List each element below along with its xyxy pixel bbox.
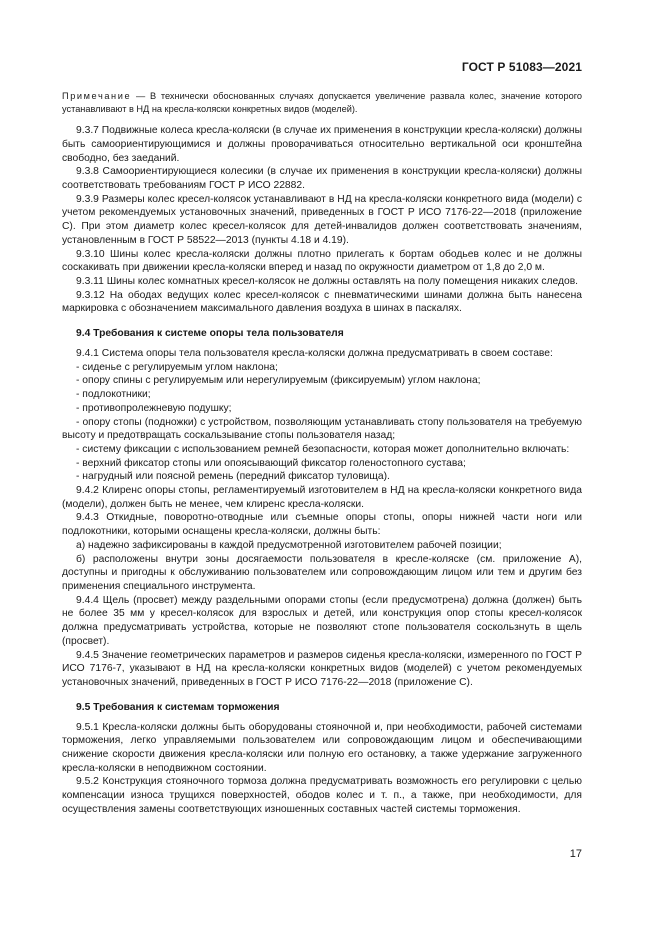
- paragraph-9-3-8: 9.3.8 Самоориентирующиеся колесики (в случае их применения в конструкции кресла-коляски) должны соответствовать требованиям ГОСТ Р ИСО 22882.: [62, 166, 582, 191]
- paragraph-9-4-2: 9.4.2 Клиренс опоры стопы, регламентируемый изготовителем в НД на кресла-коляски конкретного вида (модели), должен быть не менее, чем клиренс кресла-коляски.: [62, 485, 582, 510]
- paragraph-9-3-12: 9.3.12 На ободах ведущих колес кресел-колясок с пневматическими шинами должна быть нанесена маркировка с обозначением максимального давления воздуха в шинах в паскалях.: [62, 289, 582, 315]
- paragraph-9-4-3-b: б) расположены внутри зоны досягаемости пользователя в кресле-коляске (см. приложение А), доступны и пригодны к обслуживанию пользователем или сопровождающим лицом или тем и другим без применения специального инструмента.: [62, 553, 582, 592]
- note-label: Примечание: [62, 91, 132, 101]
- list-item: - опору стопы (подножки) с устройством, позволяющим устанавливать стопу пользователя на требуемую высоту и предотвращать соскальзывание стопы пользователя назад;: [62, 416, 582, 442]
- document-body: [62, 90, 582, 817]
- section-heading-9-5: 9.5 Требования к системам торможения: [76, 701, 280, 713]
- paragraph-9-5-2: 9.5.2 Конструкция стояночного тормоза должна предусматривать возможность его регулировки с целью компенсации износа трущихся поверхностей, ободов колес и т. п., а также, при необходимости, для осуществления замены соответствующих изношенных составных частей системы торможения.: [62, 776, 582, 815]
- section-heading-9-4: 9.4 Требования к системе опоры тела пользователя: [76, 328, 344, 340]
- list-item: - опору спины с регулируемым или нерегулируемым (фиксируемым) углом наклона;: [76, 375, 481, 387]
- note-text: — В технически обоснованных случаях допускается увеличение развала колес, значение которого устанавливают в НД на кресла-коляски конкретных видов (моделей).: [62, 91, 582, 114]
- page-number: 17: [569, 848, 582, 860]
- paragraph-9-3-11: 9.3.11 Шины колес комнатных кресел-колясок не должны оставлять на полу помещения никаких следов.: [76, 275, 579, 287]
- paragraph-9-4-5: 9.4.5 Значение геометрических параметров и размеров сиденья кресла-коляски, измеренного по ГОСТ Р ИСО 7176-7, указывают в НД на кресла-коляски конкретных видов (моделей) с учетом рекомендуемых установочных значений, приведенных в ГОСТ Р ИСО 7176-22—2018 (приложение С).: [62, 649, 582, 688]
- list-item: - подлокотники;: [76, 389, 151, 401]
- paragraph-9-4-1: 9.4.1 Система опоры тела пользователя кресла-коляски должна предусматривать в своем составе:: [76, 348, 553, 360]
- paragraph-9-3-7: 9.3.7 Подвижные колеса кресла-коляски (в случае их применения в конструкции кресла-коляски) должны быть самоориентирующимися и должны проворачиваться относительно вертикальной оси кронштейна свободно, без заеданий.: [62, 125, 582, 164]
- list-item: - верхний фиксатор стопы или опоясывающий фиксатор голеностопного сустава;: [76, 457, 466, 469]
- list-item: - сиденье с регулируемым углом наклона;: [76, 361, 278, 373]
- list-item: - систему фиксации с использованием ремней безопасности, которая может дополнительно включать:: [76, 443, 570, 455]
- list-item: - нагрудный или поясной ремень (передний фиксатор туловища).: [76, 471, 390, 483]
- list-item: - противопролежневую подушку;: [76, 402, 232, 414]
- paragraph-9-3-9: 9.3.9 Размеры колес кресел-колясок устанавливают в НД на кресла-коляски конкретного вида (модели) с учетом рекомендуемых установочных значений, приведенных в ГОСТ Р ИСО 7176-22—2018 (приложение С). При этом диаметр колес кресел-колясок для детей-инвалидов должен соответствовать значениям, установленным в ГОСТ Р 58522—2013 (пункты 4.18 и 4.19).: [62, 193, 582, 246]
- note-block: [62, 90, 582, 115]
- paragraph-9-4-3-a: а) надежно зафиксированы в каждой предусмотренной изготовителем рабочей позиции;: [76, 539, 502, 551]
- paragraph-9-4-3: 9.4.3 Откидные, поворотно-отводные или съемные опоры стопы, опоры нижней части ноги или подлокотники, которыми оснащены кресла-коляски, должны быть:: [62, 512, 582, 538]
- document-standard-id: ГОСТ Р 51083—2021: [461, 60, 582, 74]
- paragraph-9-5-1: 9.5.1 Кресла-коляски должны быть оборудованы стояночной и, при необходимости, рабочей системами торможения, легко управляемыми пользователем или сопровождающим лицом и обеспечивающими снижение скорости движения кресла-коляски или полную его остановку, а также удержание загруженного кресла-коляски в неподвижном состоянии.: [62, 721, 582, 774]
- paragraph-9-3-10: 9.3.10 Шины колес кресла-коляски должны плотно прилегать к бортам ободьев колес и не должны соскакивать при движении кресла-коляски вперед и назад по окружности диаметром от 1,8 до 2,0 м.: [62, 248, 582, 274]
- paragraph-9-4-4: 9.4.4 Щель (просвет) между раздельными опорами стопы (если предусмотрена) должна (должен) быть не более 35 мм у кресел-колясок для взрослых и детей, или конструкция опор стопы кресел-колясок должна предусматривать устройства, которые не позволяют стопе пользователя соскользнуть в щель (просвет).: [62, 594, 582, 647]
